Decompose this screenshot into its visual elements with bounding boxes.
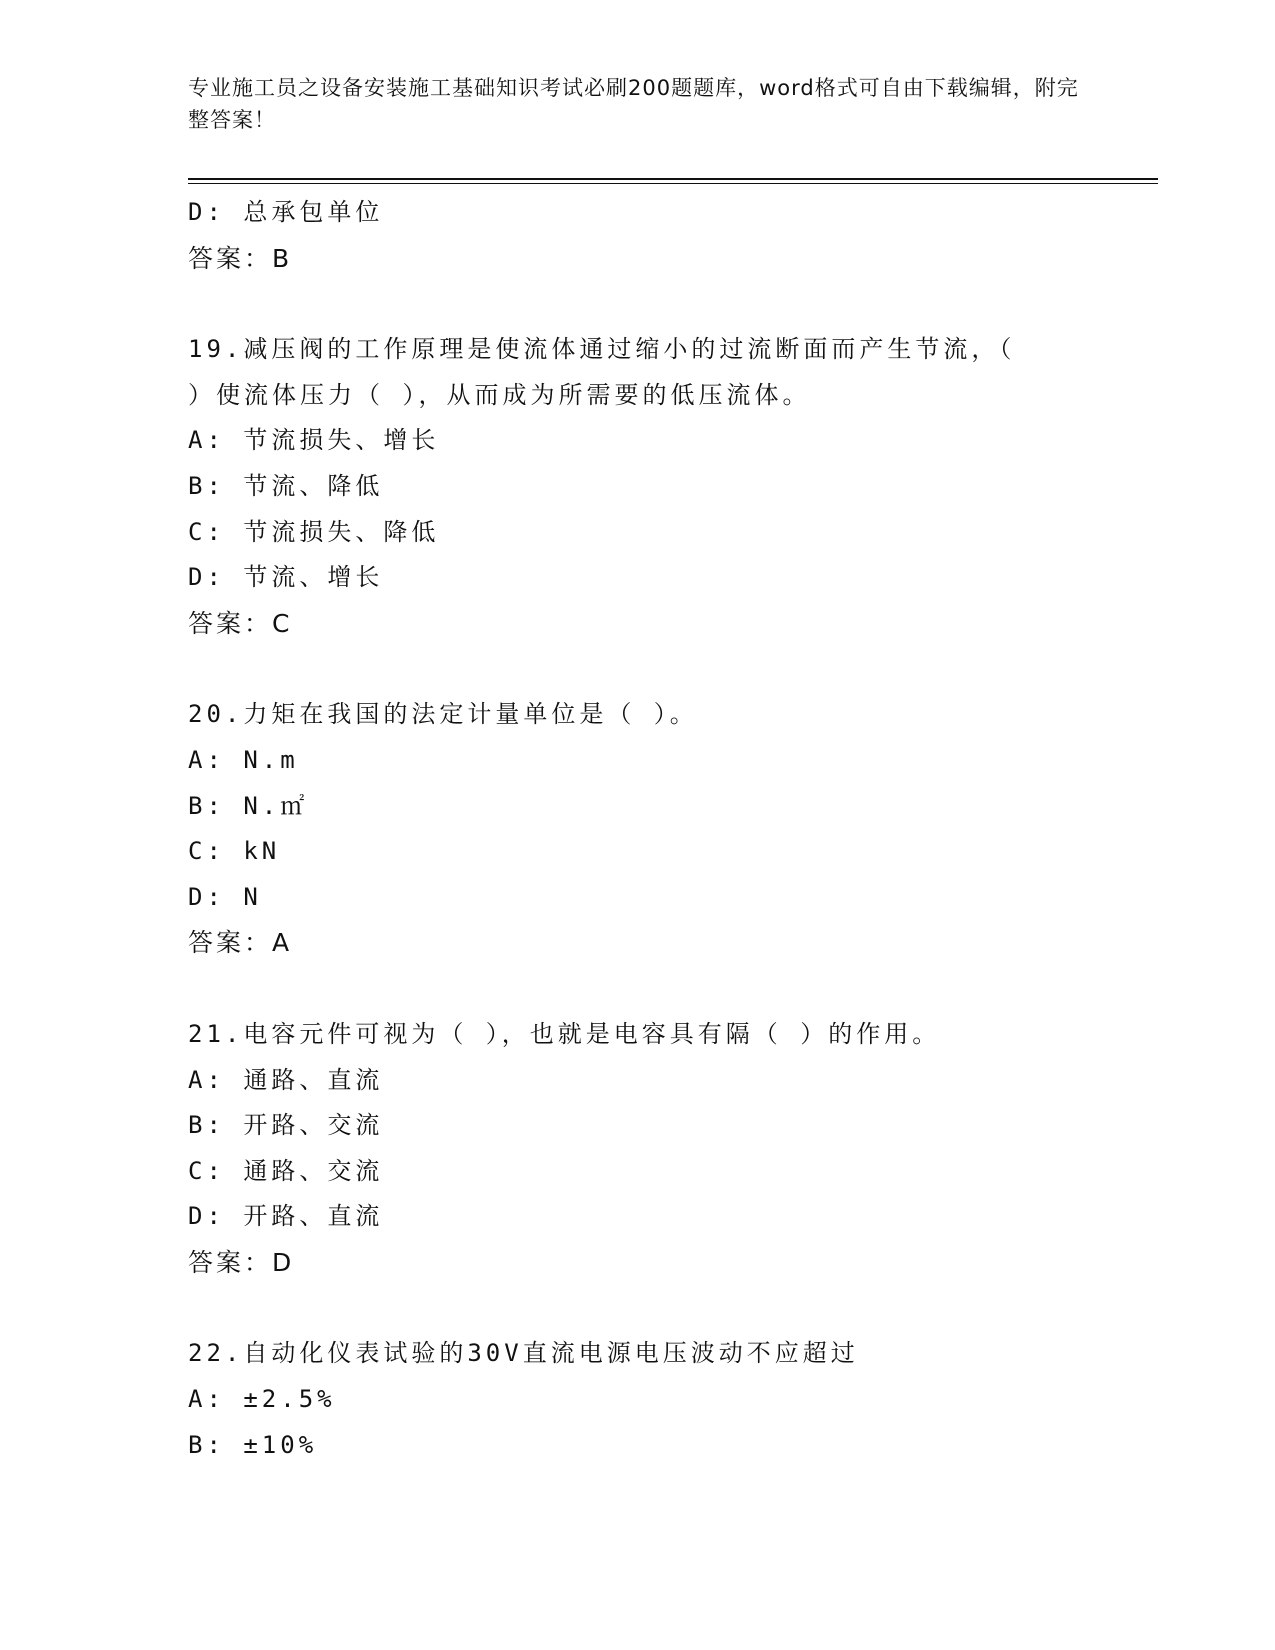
option-c: C: kN — [188, 837, 281, 866]
question-text: 21.电容元件可视为（ ），也就是电容具有隔（ ）的作用。 — [188, 1019, 941, 1048]
spacer — [188, 1285, 1148, 1331]
option-c: C: 通路、交流 — [188, 1156, 384, 1185]
question-text: 22.自动化仪表试验的30V直流电源电压波动不应超过 — [188, 1339, 859, 1368]
option-a: A: 节流损失、增长 — [188, 426, 440, 455]
spacer — [188, 966, 1148, 1012]
question-text: 19.减压阀的工作原理是使流体通过缩小的过流断面而产生节流，（ — [188, 335, 1016, 364]
option-d: D: 总承包单位 — [188, 198, 384, 226]
question-list — [188, 190, 1148, 1468]
header-rule-bottom — [188, 183, 1158, 184]
option-c: C: 节流损失、降低 — [188, 517, 440, 546]
option-b: B: N.㎡ — [188, 791, 309, 820]
answer-line: 答案：A — [188, 928, 293, 958]
option-b: B: ±10% — [188, 1430, 318, 1459]
question-text: 20.力矩在我国的法定计量单位是（ ）。 — [188, 700, 698, 729]
option-a: A: ±2.5% — [188, 1385, 336, 1414]
option-b: B: 开路、交流 — [188, 1111, 384, 1140]
answer-line: 答案：C — [188, 608, 293, 638]
option-d: D: 开路、直流 — [188, 1202, 384, 1231]
option-d: D: 节流、增长 — [188, 563, 384, 592]
option-b: B: 节流、降低 — [188, 471, 384, 500]
document-header: 专业施工员之设备安装施工基础知识考试必刷200题题库，word格式可自由下载编辑，附完整答案！ — [188, 76, 1079, 132]
option-d: D: N — [188, 882, 262, 911]
header-rule-top — [188, 178, 1158, 180]
option-a: A: 通路、直流 — [188, 1065, 384, 1094]
answer-line: 答案：B — [188, 243, 293, 273]
answer-line: 答案：D — [188, 1247, 295, 1277]
spacer — [188, 281, 1148, 327]
option-a: A: N.m — [188, 745, 299, 774]
spacer — [188, 646, 1148, 692]
question-text-continued: ）使流体压力（ ），从而成为所需要的低压流体。 — [188, 380, 811, 409]
